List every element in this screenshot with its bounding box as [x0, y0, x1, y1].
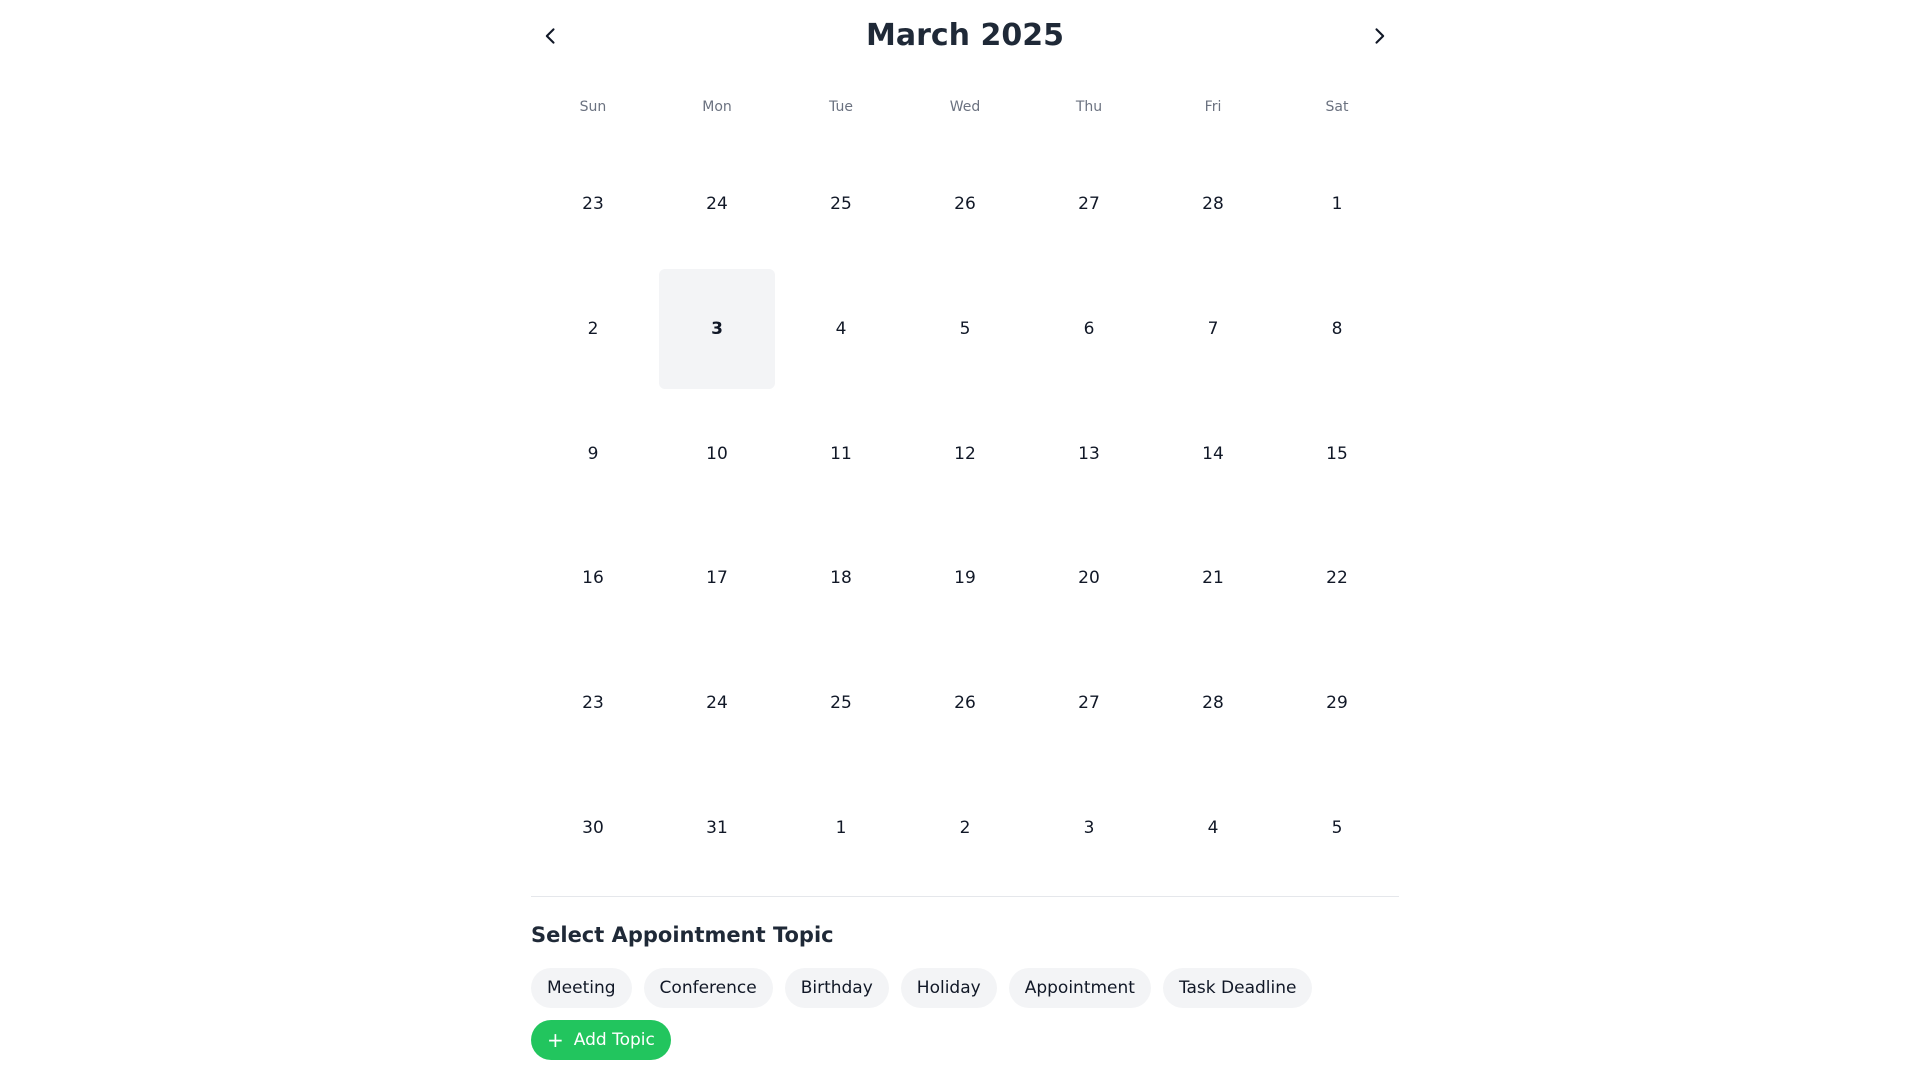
weekday-label: Thu: [1075, 99, 1103, 115]
day-cell[interactable]: 9: [587, 443, 599, 464]
weekday-label: Tue: [829, 99, 853, 115]
weekday-label: Sun: [579, 99, 607, 115]
day-cell[interactable]: 22: [1326, 568, 1348, 589]
calendar-container: [531, 0, 1399, 1060]
day-cell[interactable]: 10: [706, 443, 728, 464]
day-cell[interactable]: 25: [830, 693, 852, 714]
topic-chip-task-deadline[interactable]: Task Deadline: [1163, 968, 1313, 1008]
month-title: March 2025: [866, 18, 1064, 53]
day-cell[interactable]: 28: [1202, 693, 1224, 714]
day-cell[interactable]: 2: [587, 319, 599, 340]
day-cell[interactable]: 31: [706, 817, 728, 838]
topic-chip-holiday[interactable]: Holiday: [901, 968, 997, 1008]
day-cell[interactable]: 14: [1202, 443, 1224, 464]
day-cell[interactable]: 16: [582, 568, 604, 589]
day-cell[interactable]: 1: [835, 817, 847, 838]
day-cell[interactable]: 12: [954, 443, 976, 464]
day-cell[interactable]: 3: [1083, 817, 1095, 838]
day-cell[interactable]: 27: [1078, 194, 1100, 215]
add-topic-label: Add Topic: [573, 1030, 655, 1051]
weekday-label: Sat: [1325, 99, 1349, 115]
day-cell[interactable]: 24: [706, 194, 728, 215]
day-cell[interactable]: 24: [706, 693, 728, 714]
weekday-label: Wed: [949, 99, 981, 115]
day-cell[interactable]: 13: [1078, 443, 1100, 464]
day-cell[interactable]: 11: [830, 443, 852, 464]
day-cell[interactable]: 2: [959, 817, 971, 838]
plus-icon: +: [547, 1028, 564, 1053]
calendar-grid: [531, 142, 1399, 890]
calendar-header: [531, 0, 1399, 72]
topic-chip-list: [531, 968, 1399, 1008]
day-cell[interactable]: 20: [1078, 568, 1100, 589]
day-cell[interactable]: 4: [835, 319, 847, 340]
day-cell[interactable]: 23: [582, 194, 604, 215]
day-cell[interactable]: 26: [954, 693, 976, 714]
day-cell[interactable]: 8: [1331, 319, 1343, 340]
day-cell[interactable]: 6: [1083, 319, 1095, 340]
day-cell[interactable]: 27: [1078, 693, 1100, 714]
weekday-label: Fri: [1204, 99, 1222, 115]
day-cell[interactable]: 5: [1331, 817, 1343, 838]
day-cell[interactable]: 18: [830, 568, 852, 589]
add-topic-button[interactable]: [531, 1020, 671, 1060]
day-cell-today[interactable]: 3: [659, 269, 775, 390]
chevron-right-icon: [1369, 26, 1389, 46]
day-cell[interactable]: 5: [959, 319, 971, 340]
day-cell[interactable]: 21: [1202, 568, 1224, 589]
day-cell[interactable]: 17: [706, 568, 728, 589]
next-month-button[interactable]: [1359, 16, 1399, 56]
weekday-header-row: [531, 72, 1399, 142]
day-cell[interactable]: 25: [830, 194, 852, 215]
day-cell[interactable]: 15: [1326, 443, 1348, 464]
topics-section: [531, 897, 1399, 1060]
day-cell[interactable]: 28: [1202, 194, 1224, 215]
day-cell[interactable]: 1: [1331, 194, 1343, 215]
topics-title: Select Appointment Topic: [531, 923, 834, 948]
day-cell[interactable]: 7: [1207, 319, 1219, 340]
topic-chip-appointment[interactable]: Appointment: [1009, 968, 1151, 1008]
day-cell[interactable]: 26: [954, 194, 976, 215]
day-cell[interactable]: 29: [1326, 693, 1348, 714]
topic-chip-birthday[interactable]: Birthday: [785, 968, 889, 1008]
weekday-label: Mon: [702, 99, 732, 115]
day-cell[interactable]: 4: [1207, 817, 1219, 838]
topic-chip-conference[interactable]: Conference: [644, 968, 773, 1008]
topic-chip-meeting[interactable]: Meeting: [531, 968, 632, 1008]
day-cell[interactable]: 19: [954, 568, 976, 589]
day-cell[interactable]: 30: [582, 817, 604, 838]
day-cell[interactable]: 23: [582, 693, 604, 714]
